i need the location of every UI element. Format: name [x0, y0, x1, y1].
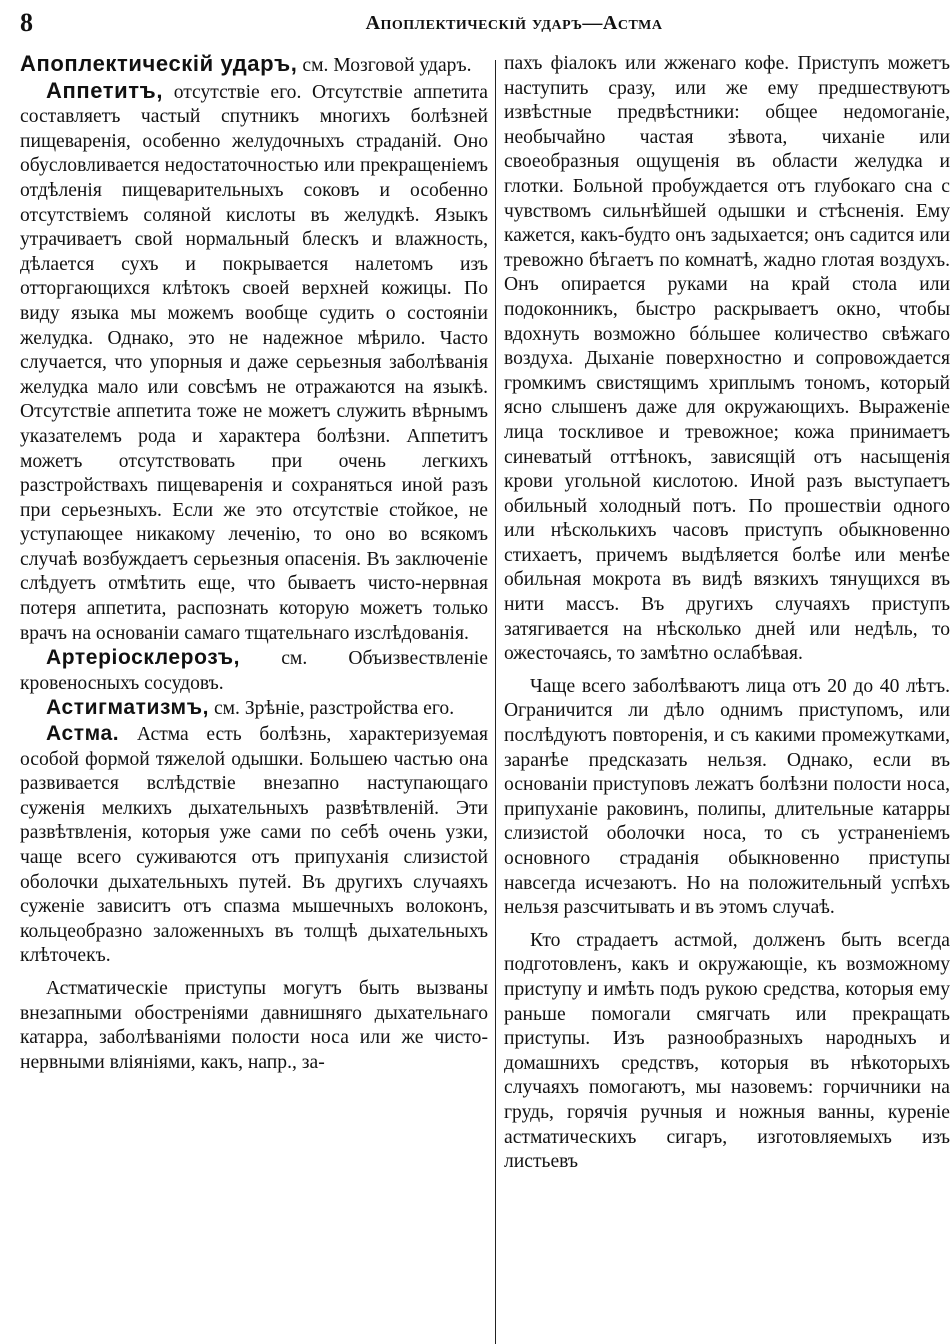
entry-arteriosclerosis: [20, 646, 488, 696]
entry-apoplexy: [20, 52, 488, 79]
entry-text: Астма есть болѣзнь, характеризуемая особой формой тяжелой одышки. Большею частью она развивается вслѣдствіе внезапно наступающаго суженія мелкихъ дыхательныхъ развѣтвленій. Эти развѣтвленія, которыя уже сами по себѣ очень узки, чаще всего суживаются отъ припуханія слизистой оболочки дыхательныхъ путей. Въ другихъ случаяхъ суженіе зависитъ отъ спазма мышечныхъ волоконъ, кольцеобразно заложенныхъ въ толщѣ дыхательныхъ клѣточекъ.: [20, 724, 488, 967]
paragraph: пахъ фіалокъ или жженаго кофе. Приступъ можетъ наступить сразу, или же ему предшествуютъ извѣстные предвѣстники: общее недомоганіе, необычайно частая зѣвота, чиханіе или своеобразныя ощущенія въ области желудка и глотки. Больной пробуждается отъ глубокаго сна с чувствомъ сильнѣйшей одышки и стѣсненія. Ему кажется, какъ-будто онъ задыхается; онъ садится или тревожно бѣгаетъ по комнатѣ, жадно глотая воздухъ. Онъ опирается руками на край стола или подоконникъ, быстро раскрываетъ окно, чтобы вдохнуть возможно бóльшее количество свѣжаго воздуха. Дыханіе поверхностно и сопровождается громкимъ свистящимъ хриплымъ тономъ, который ясно слышенъ даже для окружающихъ. Выраженіе лица тоскливое и тревожное; кожа принимаетъ синеватый оттѣнокъ, зависящій отъ насыщенія крови угольной кислотою. Иной разъ выступаетъ обильный холодный потъ. По прошествіи одного или нѣсколькихъ часовъ приступъ обыкновенно стихаетъ, причемъ выдѣляется болѣе или менѣе обильная мокрота въ видѣ вязкихъ тянущихся въ нити массъ. Въ другихъ случаяхъ приступъ затягивается на нѣсколько дней или недѣль, то ожесточаясь, то замѣтно ослабѣвая.: [504, 53, 950, 665]
entry-term: Астма.: [46, 722, 120, 746]
entry-term: Апоплектическій ударъ,: [20, 52, 298, 76]
entry-term: Аппетитъ,: [46, 77, 164, 103]
entry-term: Артеріосклерозъ,: [46, 646, 241, 670]
entry-term: Астигматизмъ,: [46, 696, 210, 720]
page-header: [14, 6, 948, 40]
paragraph: Чаще всего заболѣваютъ лица отъ 20 до 40 лѣтъ. Ограничится ли дѣло однимъ приступомъ, или послѣдуютъ повторенія, и съ какими промежутками, заранѣе предсказать нельзя. Однако, если въ основаніи приступовъ лежатъ болѣзни полости носа, припуханіе раковинъ, полипы, длительные катарры слизистой оболочки носа, то съ устраненіемъ основного страданія обыкновенно приступы навсегда исчезаютъ. Но на положительный успѣхъ нельзя разсчитывать и въ этомъ случаѣ.: [504, 675, 950, 919]
entry-text: см. Объизвествленіе кровеносныхъ сосудовъ.: [20, 648, 488, 694]
page-number: 8: [20, 8, 33, 37]
entry-text: отсутствіе его. Отсутствіе аппетита составляетъ частый спутникъ многихъ болѣзней пищеваренія, особенно желудочныхъ страданій. Оно обусловливается недостаточностью или прекращеніемъ отдѣленія пищеварительныхъ соковъ и особенно отсутствіемъ соляной кислоты въ желудкѣ. Языкъ утрачиваетъ свой нормальный блескъ и влажность, дѣлается сухъ и покрывается налетомъ изъ отторгающихся клѣтокъ своей верхней кожицы. По виду языка мы можемъ вообще судить о состояніи желудка. Однако, это не надежное мѣрило. Часто случается, что упорныя и даже серьезныя заболѣванія желудка мало или совсѣмъ не отражаются на языкѣ. Отсутствіе аппетита тоже не можетъ служить вѣрнымъ указателемъ рода и характера болѣзни. Аппетитъ можетъ отсутствовать при очень легкихъ разстройствахъ пищеваренія и сохраняться иной разъ при серьезныхъ. Если же это отсутствіе стойкое, не уступающее никакому леченію, то оно во всякомъ случаѣ возбуждаетъ серьезныя опасенія. Въ заключеніе слѣдуетъ отмѣтить еще, что бываетъ чисто-нервная потеря аппетита, распознать которую можетъ только врачъ на основаніи самаго тщательнаго изслѣдованія.: [20, 81, 488, 644]
paragraph: Астматическіе приступы могутъ быть вызваны внезапными обостреніями давнишняго дыхательнаго катарра, заболѣваніями полости носа или же чисто-нервными вліяніями, какъ, напр., за-: [20, 977, 488, 1073]
column-divider: [495, 60, 496, 1344]
entry-appetite: [20, 79, 488, 647]
entry-text: см. Мозговой ударъ.: [297, 55, 472, 76]
right-column: [504, 52, 950, 1340]
running-head: Апоплектическій ударъ—Астма: [365, 12, 663, 34]
entry-astigmatism: [20, 696, 488, 722]
paragraph: Кто страдаетъ астмой, долженъ быть всегда подготовленъ, какъ и окружающіе, къ возможному приступу и имѣть подъ рукою средства, которыя ему раньше помогали смягчать или прекращать приступы. Изъ разнообразныхъ народныхъ и домашнихъ средствъ, которыя въ нѣкоторыхъ случаяхъ помогаютъ, мы назовемъ: горчичники на грудь, горячія ручныя и ножныя ванны, куреніе астматическихъ сигаръ, изготовляемыхъ изъ листьевъ: [504, 929, 950, 1173]
entry-asthma: [20, 722, 488, 969]
left-column: [20, 52, 488, 1340]
entry-text: см. Зрѣніе, разстройства его.: [209, 698, 455, 720]
